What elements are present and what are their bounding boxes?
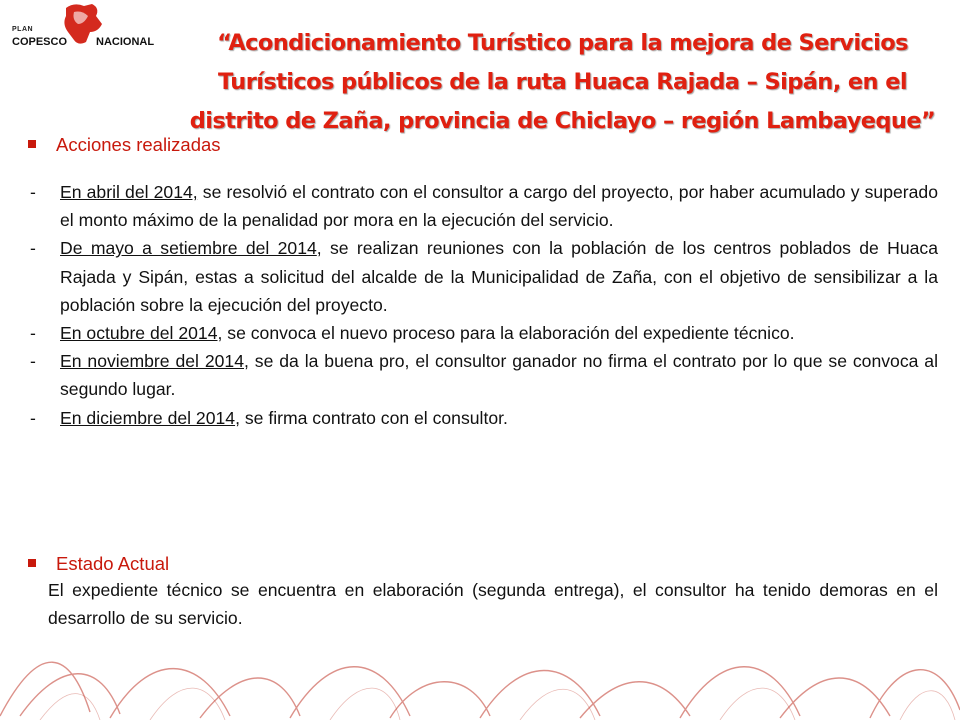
plan-copesco-logo [4, 2, 174, 62]
dash-bullet-icon: - [30, 182, 36, 202]
action-date: En octubre del 2014 [60, 323, 218, 344]
action-date: En noviembre del 2014 [60, 351, 244, 372]
square-bullet-icon [28, 140, 36, 148]
action-date: En diciembre del 2014 [60, 407, 236, 428]
decorative-swirl-border [0, 620, 960, 720]
page-title [150, 24, 960, 141]
dash-bullet-icon: - [30, 238, 36, 259]
logo-plan-text: PLAN [12, 26, 34, 33]
acciones-list [30, 178, 938, 432]
list-item [30, 347, 938, 403]
dash-bullet-icon: - [30, 351, 36, 372]
estado-heading-label: Estado Actual [56, 553, 170, 574]
logo-copesco-text: COPESCO [12, 36, 68, 48]
estado-text: El expediente técnico se encuentra en elaboración (segunda entrega), el consultor ha tenido demoras en el desarrollo de su servicio. [48, 580, 938, 628]
dash-bullet-icon: - [30, 407, 36, 428]
title-line-1: “Acondicionamiento Turístico para la mejora de Servicios [217, 30, 908, 56]
action-text: , se firma contrato con el consultor. [235, 407, 508, 428]
action-date: De mayo a setiembre del 2014 [60, 238, 317, 259]
estado-heading [28, 553, 169, 575]
list-item [30, 319, 938, 347]
dash-bullet-icon: - [30, 323, 36, 344]
title-line-2: Turísticos públicos de la ruta Huaca Rajada – Sipán, en el [218, 69, 907, 95]
action-text: , se convoca el nuevo proceso para la elaboración del expediente técnico. [217, 323, 795, 344]
acciones-heading-label: Acciones realizadas [56, 134, 221, 155]
acciones-heading [28, 134, 221, 156]
list-item [30, 404, 938, 432]
logo-nacional-text: NACIONAL [96, 36, 155, 48]
list-item [30, 178, 938, 234]
action-text: , se realizan reuniones con la población de los centros poblados de Huaca Rajada y Sipán, estas a solicitud del alcalde de la Municipalidad de Zaña, con el objetivo de sensibilizar a la población sobre la ejecución del proyecto. [60, 238, 938, 315]
square-bullet-icon [28, 559, 36, 567]
action-text: , se da la buena pro, el consultor ganador no firma el contrato por lo que se convoca al segundo lugar. [60, 351, 938, 400]
action-text: se resolvió el contrato con el consultor a cargo del proyecto, por haber acumulado y superado el monto máximo de la penalidad por mora en la ejecución del servicio. [60, 182, 938, 231]
action-date: En abril del 2014, [60, 182, 198, 202]
title-line-3: distrito de Zaña, provincia de Chiclayo – región Lambayeque” [189, 108, 936, 134]
list-item [30, 234, 938, 319]
